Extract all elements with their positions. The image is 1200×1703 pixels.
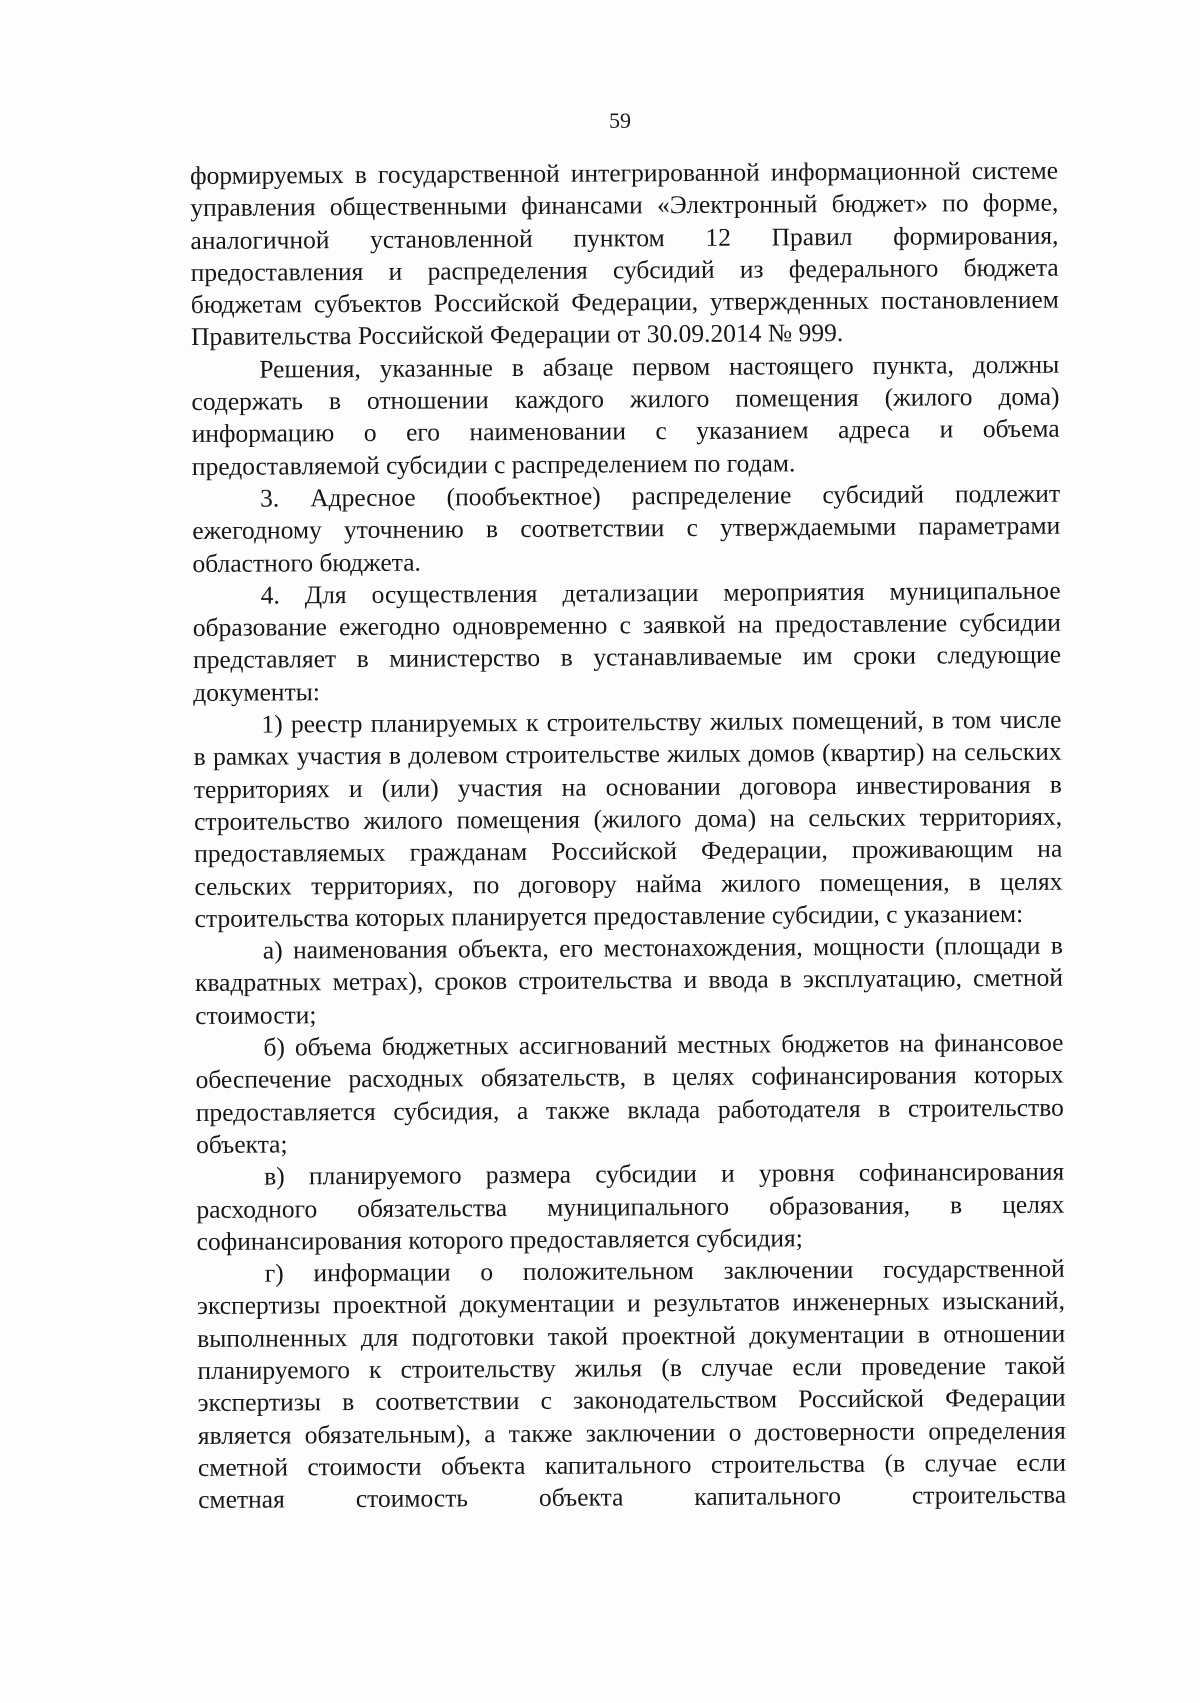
paragraph-item-3: 3. Адресное (пообъектное) распределение субсидий подлежит ежегодному уточнению в соответствии с утверждаемыми параметрами областного бюджета. xyxy=(192,478,1061,578)
paragraph-item-4: 4. Для осуществления детализации мероприятия муниципальное образование ежегодно одновременно с заявкой на предоставление субсидии представляет в министерство в устанавливаемые им сроки следующие документы: xyxy=(192,575,1062,707)
paragraph-subitem-v: в) планируемого размера субсидии и уровня софинансирования расходного обязательства муниципального образования, в целях софинансирования которого предоставляется субсидия; xyxy=(196,1156,1065,1256)
paragraph-decisions: Решения, указанные в абзаце первом настоящего пункта, должны содержать в отношении каждого жилого помещения (жилого дома) информацию о его наименовании с указанием адреса и объема предоставляемой субсидии с распределением по годам. xyxy=(191,349,1060,481)
paragraph-continuation: формируемых в государственной интегрированной информационной системе управления общественными финансами «Электронный бюджет» по форме, аналогичной установленной пунктом 12 Правил формирования, предоставления и распределения субсидий из федерального бюджета бюджетам субъектов Российской Федерации, утвержденных постановлением Правительства Российской Федерации от 30.09.2014 № 999. xyxy=(190,155,1059,352)
paragraph-subitem-g: г) информации о положительном заключении государственной экспертизы проектной документации и результатов инженерных изысканий, выполненных для подготовки такой проектной документации в отношении планируемого к строительству жилья (в случае если проведение такой экспертизы в соответствии с законодательством Российской Федерации является обязательным), а также заключении о достоверности определения сметной стоимости объекта капитального строительства (в случае если сметная стоимость объекта капитального строительства xyxy=(196,1253,1067,1515)
page-number: 59 xyxy=(609,108,631,133)
paragraph-subitem-1: 1) реестр планируемых к строительству жилых помещений, в том числе в рамках участия в долевом строительстве жилых домов (квартир) на сельских территориях и (или) участия на основании договора инвестирования в строительство жилого помещения (жилого дома) на сельских территориях, предоставляемых гражданам Российской Федерации, проживающим на сельских территориях, по договору найма жилого помещения, в целях строительства которых планируется предоставление субсидии, с указанием: xyxy=(193,704,1063,933)
paragraph-subitem-a: а) наименования объекта, его местонахождения, мощности (площади в квадратных метрах), сроков строительства и ввода в эксплуатацию, сметной стоимости; xyxy=(194,930,1064,1030)
paragraph-subitem-b: б) объема бюджетных ассигнований местных бюджетов на финансовое обеспечение расходных обязательств, в целях софинансирования которых предоставляется субсидия, а также вклада работодателя в строительство объекта; xyxy=(195,1027,1064,1159)
document-body xyxy=(190,155,1066,1517)
